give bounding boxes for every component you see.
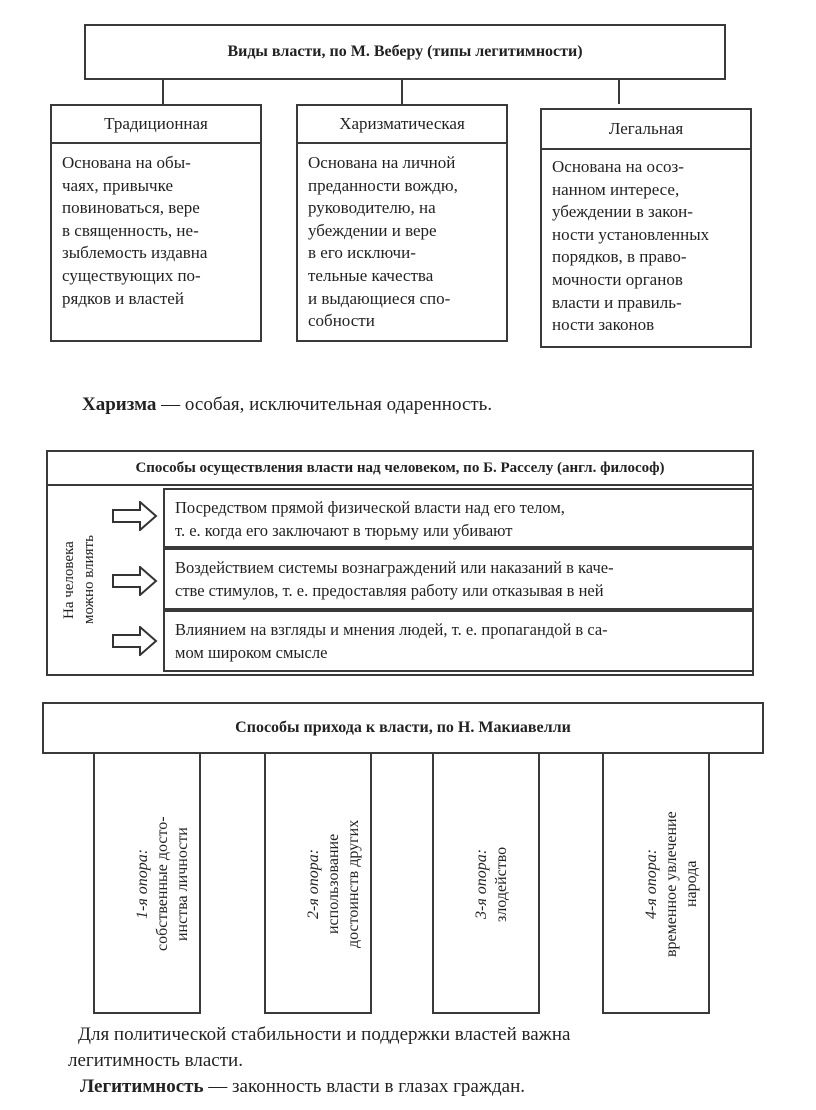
charisma-definition	[82, 392, 492, 418]
weber-type-text-charismatic	[296, 142, 508, 342]
support-text: собственные досто- инства личности	[154, 816, 191, 952]
russell-side-label: На человека можно влиять	[61, 535, 97, 625]
text-line: Основана на осоз-	[552, 157, 684, 176]
weber-title: Виды власти, по М. Веберу (типы легитимности)	[227, 43, 583, 60]
text-line: легитимность власти.	[68, 1050, 243, 1071]
text-line: мочности органов	[552, 269, 683, 289]
russell-way-3	[163, 610, 754, 672]
text-line: Для политической стабильности и поддержки властей важна	[78, 1024, 571, 1045]
legitimacy-term: Легитимность	[80, 1076, 204, 1097]
text-line: Основана на личной	[308, 153, 456, 172]
text-line: власти и правиль-	[552, 292, 682, 312]
support-text: использование достоинств других	[325, 819, 362, 949]
machiavelli-title: Способы прихода к власти, по Н. Макиавелли	[235, 719, 571, 736]
russell-way-1	[163, 488, 754, 548]
text-line: существующих по-	[62, 265, 201, 285]
legitimacy-text: — законность власти в глазах граждан.	[203, 1076, 526, 1097]
text-line: рядков и властей	[62, 288, 184, 308]
text-line: и выдающиеся спо-	[308, 288, 451, 308]
machiavelli-support-1	[93, 752, 201, 1014]
weber-connector-2	[401, 80, 403, 104]
support-label: 2-я опора:	[305, 848, 322, 920]
text-line: собности	[308, 311, 375, 331]
machiavelli-support-3	[432, 752, 540, 1014]
stability-paragraph	[68, 1022, 758, 1074]
arrow-right-icon	[112, 566, 158, 596]
text-line: тельные качества	[308, 265, 434, 285]
text-line: ности законов	[552, 315, 655, 335]
support-label: 3-я опора:	[473, 848, 490, 920]
text-line: Основана на обы-	[62, 153, 191, 172]
legitimacy-definition	[80, 1074, 525, 1100]
arrow-right-icon	[112, 626, 158, 656]
text-line: убеждении и вере	[308, 220, 437, 240]
support-label: 4-я опора:	[643, 848, 660, 920]
text-line: в его исключи-	[308, 243, 416, 263]
text-line: повиноваться, вере	[62, 198, 200, 218]
russell-title: Способы осуществления власти над человеком, по Б. Расселу (англ. философ)	[135, 459, 665, 476]
support-label: 1-я опора:	[134, 848, 151, 920]
text-line: Влиянием на взгляды и мнения людей, т. е. пропагандой в са-	[175, 620, 608, 639]
charisma-text: — особая, исключительная одаренность.	[156, 394, 493, 415]
russell-way-2	[163, 548, 754, 610]
weber-connector-1	[162, 80, 164, 104]
arrow-right-icon	[112, 501, 158, 531]
text-line: в священность, не-	[62, 220, 199, 240]
text-line: убеждении в закон-	[552, 202, 693, 222]
weber-type-text-legal	[540, 148, 752, 348]
text-line: преданности вождю,	[308, 175, 458, 195]
russell-title-box	[46, 450, 754, 486]
support-text: временное увлечение народа	[663, 811, 700, 957]
text-line: порядков, в право-	[552, 247, 687, 267]
text-line: зыблемость издавна	[62, 243, 208, 263]
weber-type-label-charismatic: Харизматическая	[296, 104, 508, 144]
text-line: ности установленных	[552, 224, 710, 244]
weber-title-box	[84, 24, 726, 80]
charisma-term: Харизма	[82, 394, 157, 415]
text-line: мом широком смысле	[175, 643, 328, 662]
machiavelli-support-2	[264, 752, 372, 1014]
text-line: т. е. когда его заключают в тюрьму или убивают	[175, 521, 513, 540]
weber-connector-3	[618, 80, 620, 104]
text-line: стве стимулов, т. е. предоставляя работу или отказывая в ней	[175, 581, 604, 600]
text-line: Воздействием системы вознаграждений или наказаний в каче-	[175, 558, 614, 577]
weber-type-label-traditional: Традиционная	[50, 104, 262, 144]
text-line: Посредством прямой физической власти над его телом,	[175, 498, 565, 517]
text-line: чаях, привычке	[62, 175, 173, 195]
weber-type-text-traditional	[50, 142, 262, 342]
support-text: злодейство	[493, 846, 510, 922]
machiavelli-support-4	[602, 752, 710, 1014]
text-line: нанном интересе,	[552, 179, 680, 199]
weber-type-label-legal: Легальная	[540, 108, 752, 150]
machiavelli-title-box	[42, 702, 764, 754]
text-line: руководителю, на	[308, 198, 436, 218]
